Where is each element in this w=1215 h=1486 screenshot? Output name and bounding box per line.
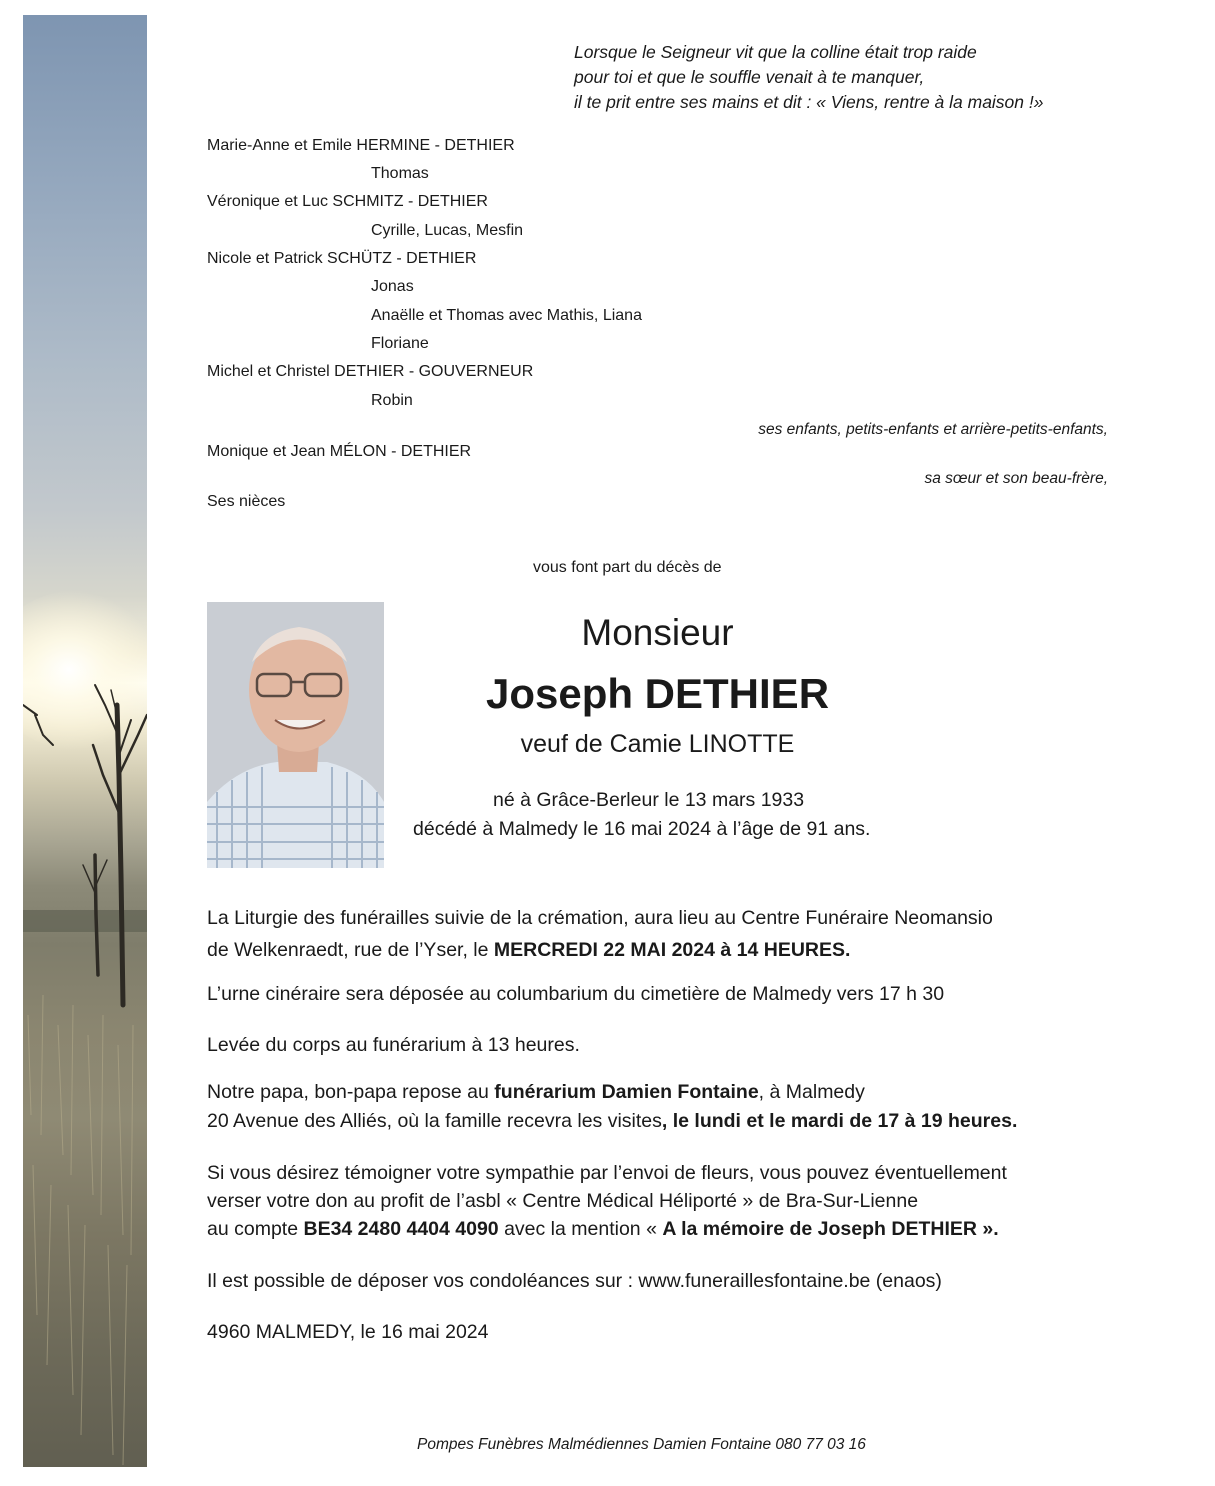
bank-account: BE34 2480 4404 4090	[303, 1218, 499, 1240]
announce-line: vous font part du décès de	[533, 559, 722, 576]
donation-paragraph	[207, 1159, 1007, 1243]
footer: Pompes Funèbres Malmédiennes Damien Fontaine 080 77 03 16	[417, 1436, 866, 1453]
rest-line: Notre papa, bon-papa repose au funérarium Damien Fontaine, à Malmedy	[207, 1081, 865, 1103]
family-line: Nicole et Patrick SCHÜTZ - DETHIER	[207, 250, 477, 267]
sister-note: sa sœur et son beau-frère,	[924, 470, 1108, 487]
donation-line: verser votre don au profit de l’asbl « Centre Médical Héliporté » de Bra-Sur-Lienne	[207, 1190, 919, 1212]
levee-line: Levée du corps au funérarium à 13 heures.	[207, 1034, 580, 1056]
poem-line: il te prit entre ses mains et dit : « Viens, rentre à la maison !»	[574, 92, 1044, 112]
children-note: ses enfants, petits-enfants et arrière-petits-enfants,	[758, 421, 1108, 438]
birth-info: né à Grâce-Berleur le 13 mars 1933	[493, 789, 805, 811]
family-line: Véronique et Luc SCHMITZ - DETHIER	[207, 193, 488, 210]
family-line: Thomas	[371, 165, 429, 182]
family-line: Jonas	[371, 278, 414, 295]
family-line: Floriane	[371, 335, 429, 352]
rest-paragraph	[207, 1078, 1017, 1136]
ceremony-datetime: MERCREDI 22 MAI 2024 à 14 HEURES.	[493, 939, 851, 961]
family-line: Anaëlle et Thomas avec Mathis, Liana	[371, 307, 642, 324]
deceased-widower: veuf de Camie LINOTTE	[520, 730, 795, 758]
family-line: Marie-Anne et Emile HERMINE - DETHIER	[207, 137, 515, 154]
poem-line: pour toi et que le souffle venait à te manquer,	[574, 67, 925, 87]
ceremony-paragraph	[207, 902, 993, 966]
rest-line: 20 Avenue des Alliés, où la famille recevra les visites, le lundi et le mardi de 17 à 19 heures.	[207, 1110, 1018, 1132]
family-line: Robin	[371, 392, 413, 409]
sister-line: Monique et Jean MÉLON - DETHIER	[207, 443, 472, 460]
deceased-name: Joseph DETHIER	[485, 670, 830, 717]
death-info: décédé à Malmedy le 16 mai 2024 à l’âge de 91 ans.	[413, 818, 871, 840]
donation-line: Si vous désirez témoigner votre sympathie par l’envoi de fleurs, vous pouvez éventuellement	[207, 1162, 1007, 1184]
poem-line: Lorsque le Seigneur vit que la colline était trop raide	[574, 42, 977, 62]
ceremony-line: La Liturgie des funérailles suivie de la crémation, aura lieu au Centre Funéraire Neomansio	[207, 907, 993, 929]
nieces-line: Ses nièces	[207, 493, 286, 510]
ceremony-line: de Welkenraedt, rue de l’Yser, le MERCREDI 22 MAI 2024 à 14 HEURES.	[207, 939, 851, 961]
place-date-line: 4960 MALMEDY, le 16 mai 2024	[207, 1321, 489, 1343]
family-line: Michel et Christel DETHIER - GOUVERNEUR	[207, 363, 534, 380]
condolences-line[interactable]: Il est possible de déposer vos condoléances sur : www.funeraillesfontaine.be (enaos)	[207, 1270, 942, 1292]
family-line: Cyrille, Lucas, Mesfin	[371, 222, 524, 239]
urn-line: L’urne cinéraire sera déposée au columbarium du cimetière de Malmedy vers 17 h 30	[207, 983, 945, 1005]
deceased-title: Monsieur	[581, 612, 734, 653]
poem	[574, 40, 1043, 115]
donation-line: au compte BE34 2480 4404 4090 avec la mention « A la mémoire de Joseph DETHIER ».	[207, 1218, 999, 1240]
